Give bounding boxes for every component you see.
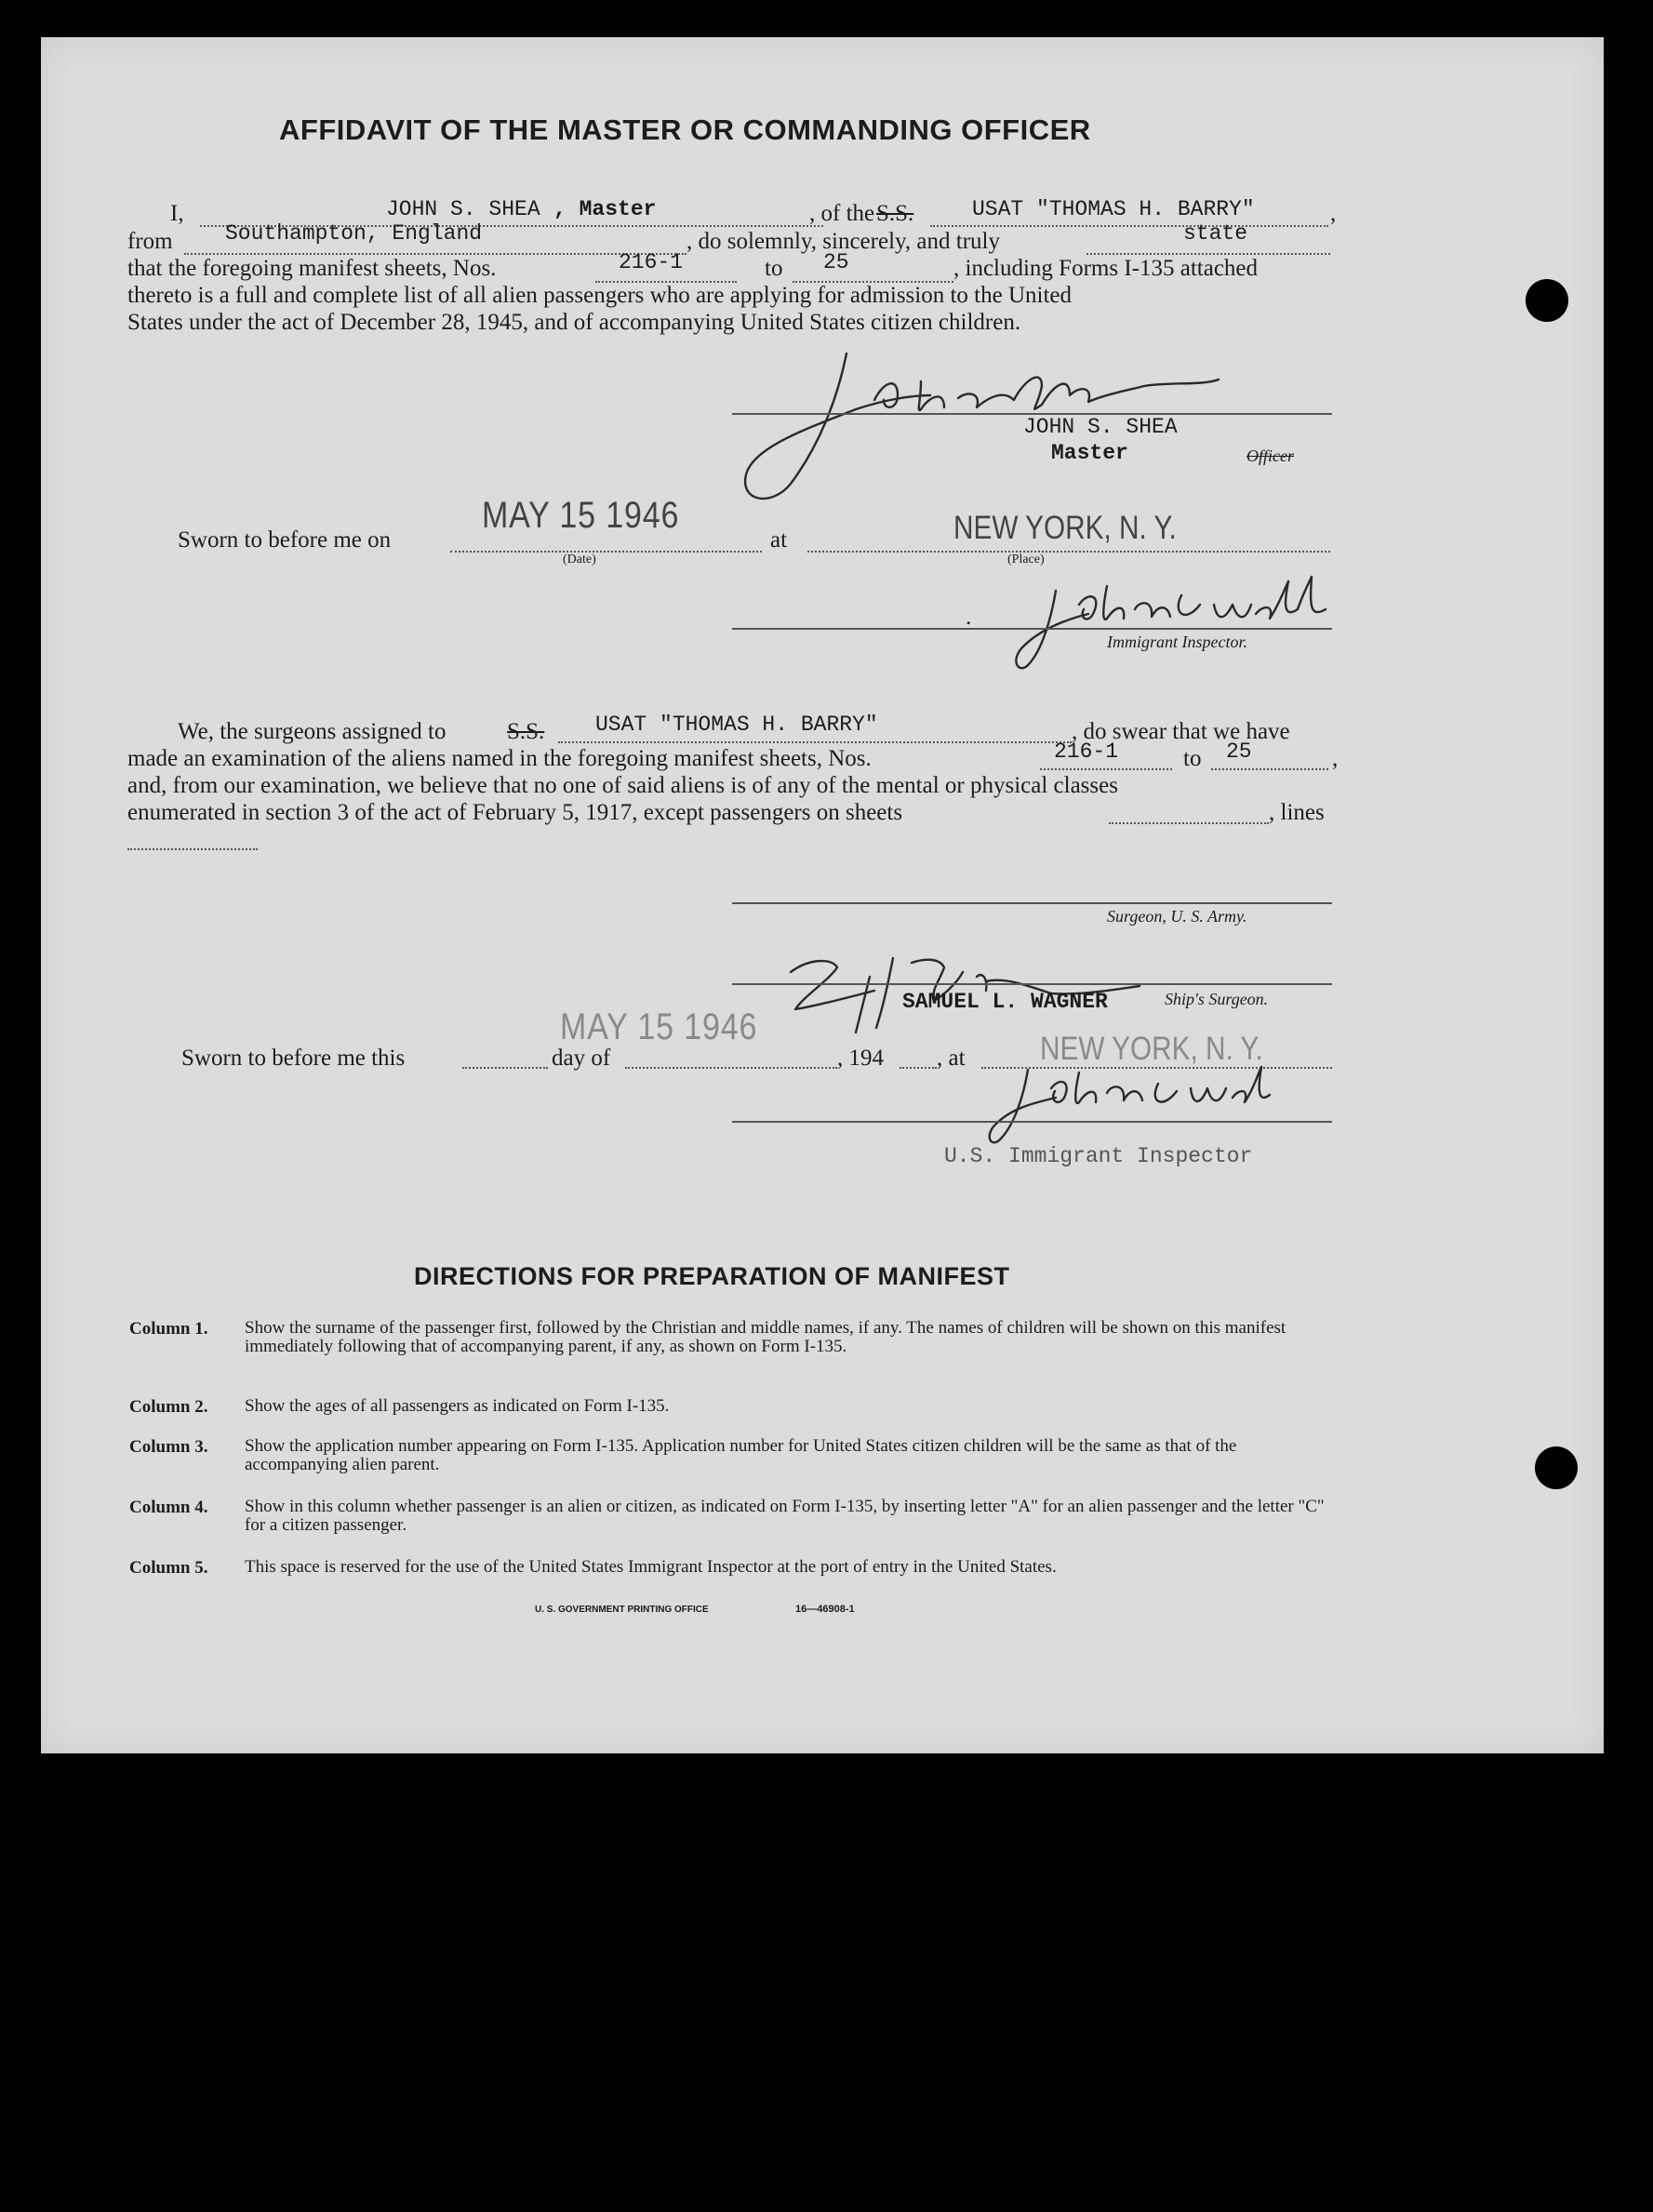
place-caption: (Place) — [1007, 553, 1045, 566]
vessel-name: USAT "THOMAS H. BARRY" — [972, 197, 1255, 221]
surgeons-line-1-end: , do swear that we have — [1072, 719, 1290, 744]
second-at-label: , at — [937, 1046, 966, 1071]
column-2-label: Column 2. — [129, 1397, 208, 1417]
surgeons-to-label: to — [1183, 746, 1202, 771]
column-4-label: Column 4. — [129, 1498, 208, 1517]
ss-struck: S.S. — [876, 201, 914, 226]
directions-title: DIRECTIONS FOR PREPARATION OF MANIFEST — [414, 1262, 1010, 1290]
column-4-text: Show in this column whether passenger is an alien or citizen, as indicated on Form I-135, by inserting letter "A" for an alien passenger and the letter "C" for a citizen passenger. — [245, 1497, 1325, 1535]
army-surgeon-caption: Surgeon, U. S. Army. — [1107, 907, 1247, 926]
second-date-stamp: MAY 15 1946 — [560, 1006, 758, 1047]
solemnly-text: , do solemnly, sincerely, and truly — [687, 229, 1000, 254]
column-5-text: This space is reserved for the use of the United States Immigrant Inspector at the port of entry in the United States. — [245, 1557, 1057, 1577]
ship-surgeon-caption: Ship's Surgeon. — [1165, 990, 1269, 1008]
column-2-text: Show the ages of all passengers as indicated on Form I-135. — [245, 1396, 670, 1416]
including-text: , including Forms I-135 attached — [953, 256, 1259, 281]
second-place-stamp: NEW YORK, N. Y. — [1040, 1031, 1263, 1067]
column-3-text: Show the application number appearing on Form I-135. Application number for United States citizen children will be the same as that of the accompanying alien parent. — [245, 1436, 1237, 1474]
surgeons-vessel: USAT "THOMAS H. BARRY" — [595, 713, 878, 737]
to-label: to — [765, 256, 783, 281]
surgeons-line-3: and, from our examination, we believe that no one of said aliens is of any of the mental or physical classes — [127, 773, 1118, 798]
surgeons-comma: , — [1332, 746, 1339, 771]
affidavit-line-4: thereto is a full and complete list of all alien passengers who are applying for admission to the United — [127, 283, 1073, 308]
column-3-label: Column 3. — [129, 1437, 208, 1457]
foregoing-text: that the foregoing manifest sheets, Nos. — [127, 256, 497, 281]
signer-name: JOHN S. SHEA — [1023, 415, 1178, 439]
sworn-label: Sworn to before me on — [178, 527, 392, 553]
column-5-label: Column 5. — [129, 1558, 208, 1578]
column-1-text: Show the surname of the passenger first, followed by the Christian and middle names, if any. The names of children will be shown on this manifest immediately following that of accompanying parent, if any, as shown on Form I-135. — [245, 1318, 1286, 1356]
sheets-from: 216-1 — [619, 250, 684, 274]
affidavit-title: AFFIDAVIT OF THE MASTER OR COMMANDING OFFICER — [279, 113, 1091, 146]
sworn-date-stamp: MAY 15 1946 — [482, 495, 680, 536]
column-1-label: Column 1. — [129, 1319, 208, 1339]
sworn-place-stamp: NEW YORK, N. Y. — [953, 510, 1177, 546]
master-title: , Master — [553, 197, 657, 221]
date-caption: (Date) — [563, 553, 596, 566]
year-prefix: , 194 — [837, 1046, 884, 1071]
printer-credit: U. S. GOVERNMENT PRINTING OFFICE — [535, 1605, 709, 1615]
punch-hole-bottom — [1535, 1446, 1578, 1489]
sheets-to: 25 — [823, 250, 849, 274]
from-label: from — [127, 229, 173, 254]
surgeons-sheets-from: 216-1 — [1054, 740, 1119, 764]
of-the-label: , of the — [809, 201, 875, 226]
surgeons-line-2-start: made an examination of the aliens named in the foregoing manifest sheets, Nos. — [127, 746, 872, 771]
second-inspector-caption: U.S. Immigrant Inspector — [944, 1144, 1253, 1168]
signer-struck-title: Officer — [1246, 446, 1294, 465]
surgeons-sheets-to: 25 — [1226, 740, 1252, 764]
form-number: 16—46908-1 — [795, 1604, 855, 1615]
surgeons-line-1-start: We, the surgeons assigned to — [178, 719, 447, 744]
master-name: JOHN S. SHEA — [386, 197, 540, 221]
inspector-caption: Immigrant Inspector. — [1107, 633, 1247, 651]
state-word: state — [1183, 221, 1248, 246]
day-of-label: day of — [552, 1046, 611, 1071]
comma: , — [1330, 201, 1337, 226]
surgeons-line-4: enumerated in section 3 of the act of February 5, 1917, except passengers on sheets — [127, 800, 903, 825]
from-place: Southampton, England — [225, 221, 483, 246]
i-label: I, — [170, 201, 184, 226]
inspector-dot: . — [966, 605, 972, 630]
punch-hole-top — [1526, 279, 1568, 322]
at-label: at — [770, 527, 788, 553]
surgeons-ss-struck: S.S. — [507, 719, 545, 744]
signer-title: Master — [1051, 441, 1128, 465]
lines-label: , lines — [1269, 800, 1325, 825]
ship-surgeon-name: SAMUEL L. WAGNER — [902, 990, 1108, 1014]
affidavit-line-5: States under the act of December 28, 1945, and of accompanying United States citizen children. — [127, 310, 1021, 335]
second-sworn-label: Sworn to before me this — [181, 1046, 406, 1071]
